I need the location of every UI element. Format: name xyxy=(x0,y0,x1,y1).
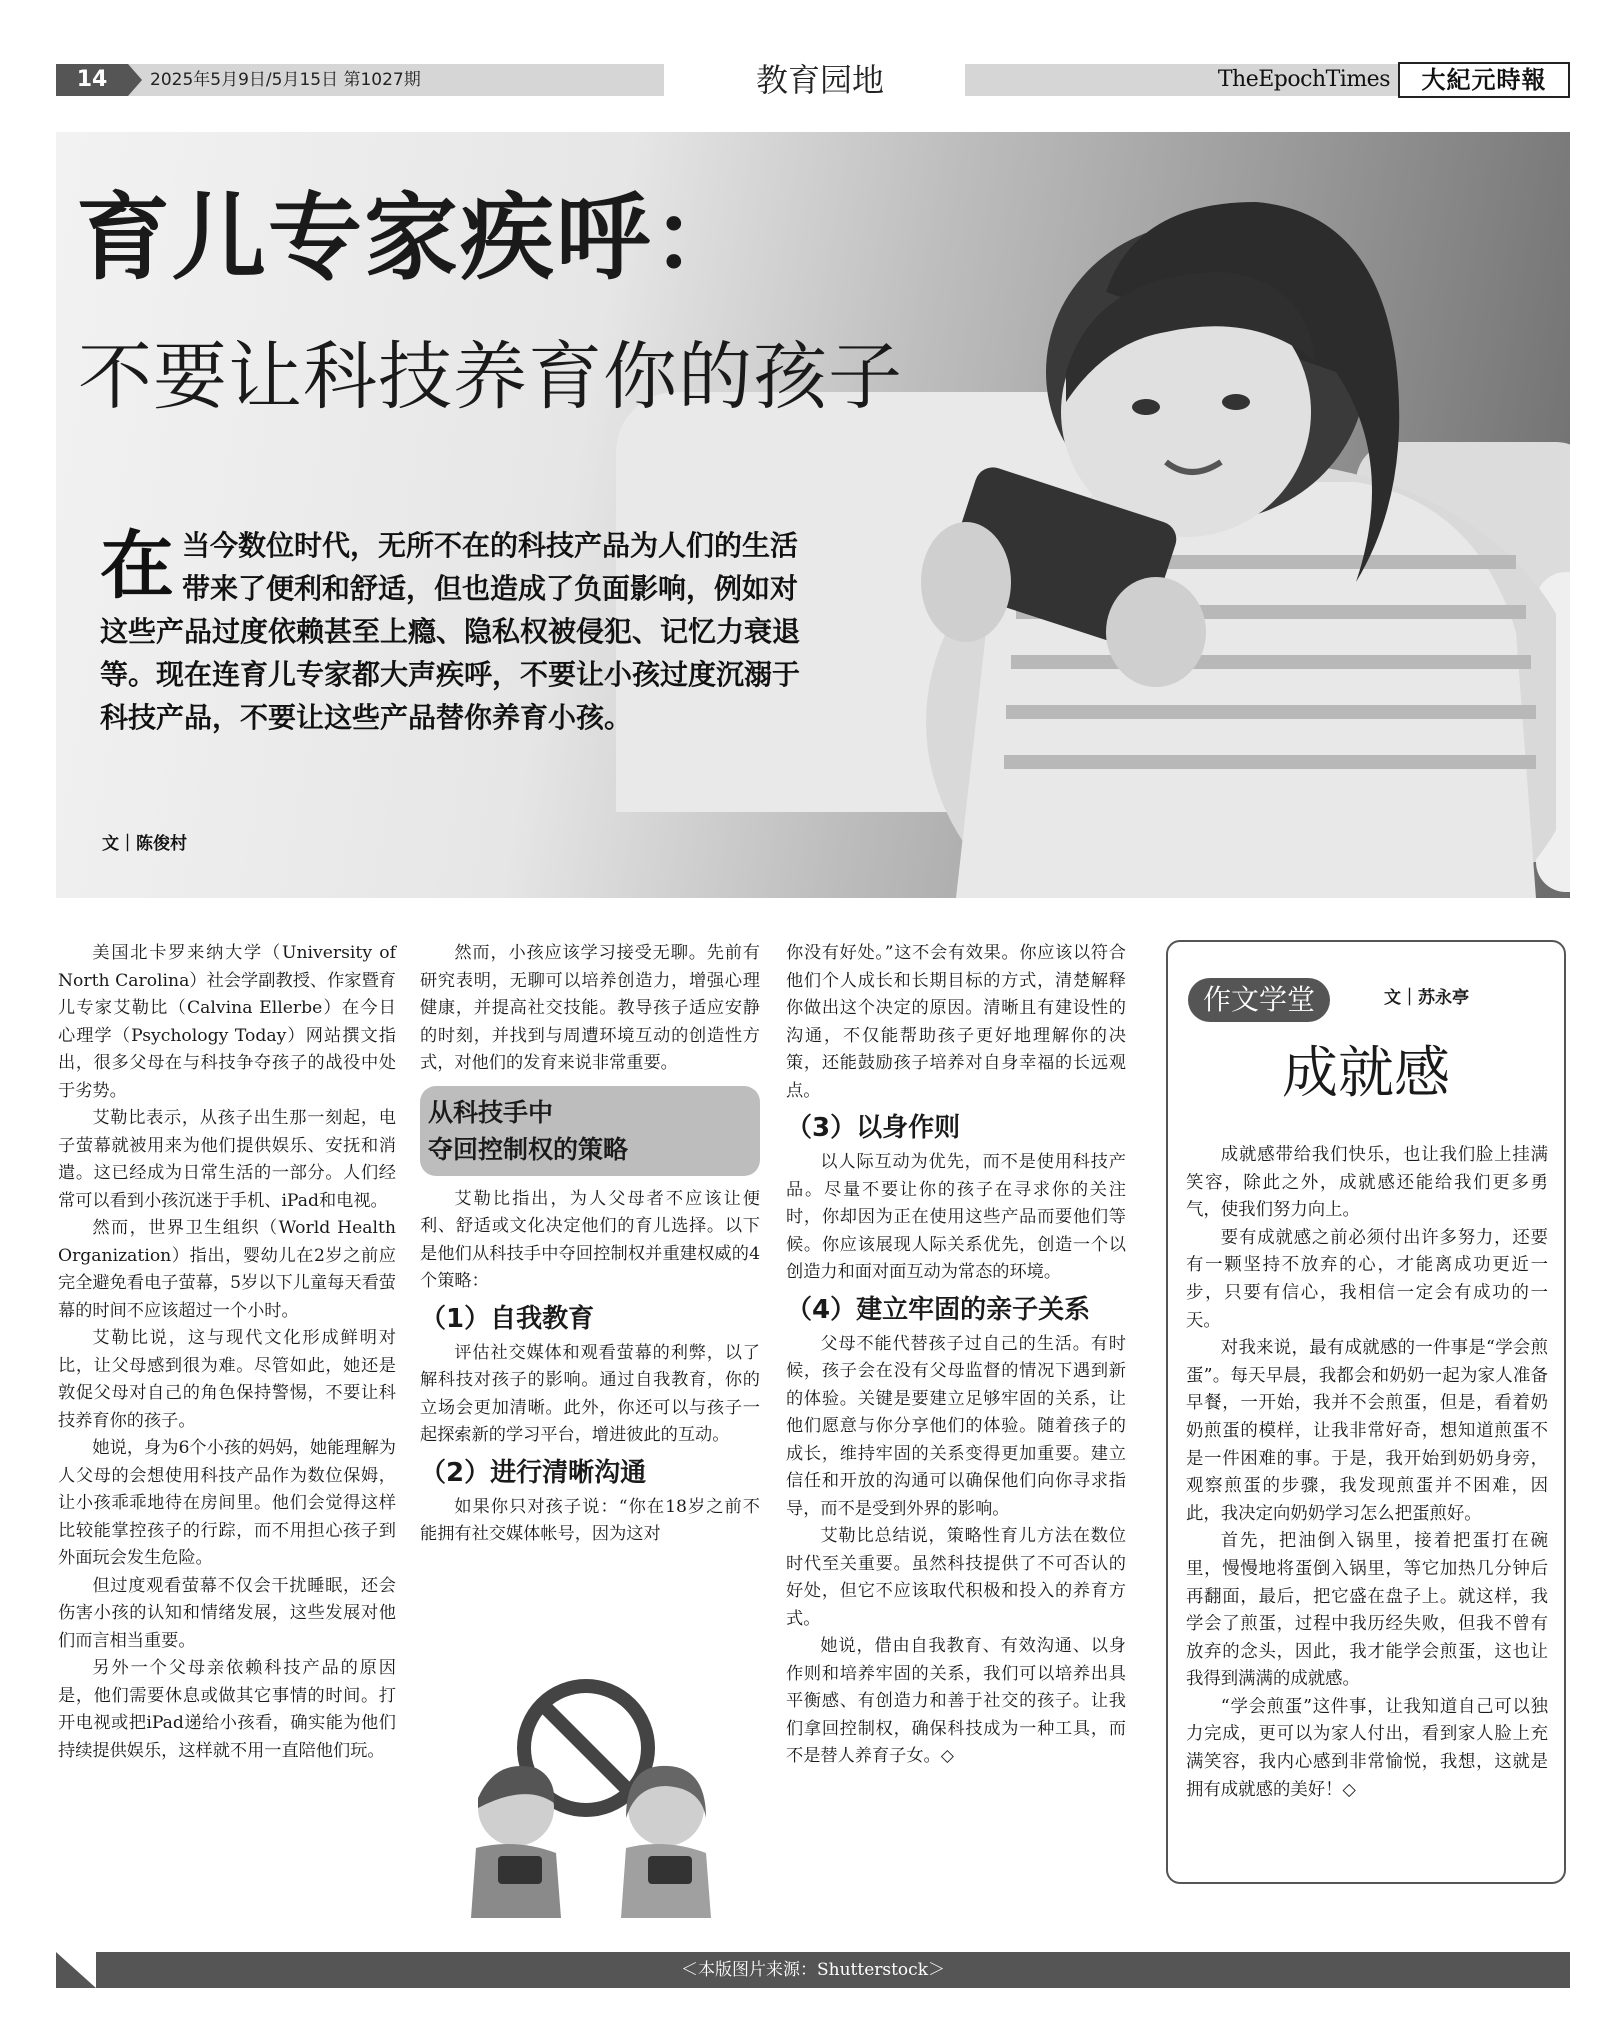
paragraph: 艾勒比总结说，策略性育儿方法在数位时代至关重要。虽然科技提供了不可否认的好处，但它不应该取代积极和投入的养育方式。 xyxy=(786,1526,1126,1629)
strategy-heading-box xyxy=(420,1086,760,1176)
issue-date: 2025年5月9日/5月15日 第1027期 xyxy=(150,70,421,90)
article-column-3 xyxy=(786,940,1126,1771)
byline: 文｜陈俊村 xyxy=(102,834,187,854)
article-column-1 xyxy=(58,940,396,1765)
paragraph: “学会煎蛋”这件事，让我知道自己可以独力完成，更可以为家人付出，看到家人脸上充满笑容，我内心感到非常愉悦，我想，这就是拥有成就感的美好！◇ xyxy=(1186,1696,1548,1800)
paragraph: 艾勒比表示，从孩子出生那一刻起，电子萤幕就被用来为他们提供娱乐、安抚和消遣。这已经成为日常生活的一部分。人们经常可以看到小孩沉迷于手机、iPad和电视。 xyxy=(58,1108,396,1211)
sidebar-body xyxy=(1186,1142,1548,1804)
paragraph: 以人际互动为优先，而不是使用科技产品。尽量不要让你的孩子在寻求你的关注时，你却因为正在使用这些产品而要他们等候。你应该展现人际关系优先，创造一个以创造力和面对面互动为常态的环境。 xyxy=(786,1152,1126,1282)
drop-cap: 在 xyxy=(100,523,174,609)
paragraph: 艾勒比说，这与现代文化形成鲜明对比，让父母感到很为难。尽管如此，她还是敦促父母对自己的角色保持警惕，不要让科技养育你的孩子。 xyxy=(58,1328,396,1431)
paragraph: 她说，借由自我教育、有效沟通、以身作则和培养牢固的关系，我们可以培养出具平衡感、有创造力和善于社交的孩子。让我们拿回控制权，确保科技成为一种工具，而不是替人养育子女。◇ xyxy=(786,1636,1126,1766)
paragraph: 艾勒比指出，为人父母者不应该让便利、舒适或文化决定他们的育儿选择。以下是他们从科技手中夺回控制权并重建权威的4个策略： xyxy=(420,1188,760,1291)
paragraph: 另外一个父母亲依赖科技产品的原因是，他们需要休息或做其它事情的时间。打开电视或把iPad递给小孩看，确实能为他们持续提供娱乐，这样就不用一直陪他们玩。 xyxy=(58,1658,396,1761)
section-heading-4: （4）建立牢固的亲子关系 xyxy=(786,1294,1091,1325)
strategy-heading-line-2: 夺回控制权的策略 xyxy=(428,1134,629,1164)
section-heading-3: （3）以身作则 xyxy=(786,1113,961,1143)
sidebar-byline: 文｜苏永亭 xyxy=(1384,988,1469,1008)
sidebar-title: 成就感 xyxy=(1282,1041,1450,1106)
section-title: 教育园地 xyxy=(755,61,884,99)
paragraph: 如果你只对孩子说：“你在18岁之前不能拥有社交媒体帐号，因为这对 xyxy=(420,1496,760,1544)
strategy-heading-line-1: 从科技手中 xyxy=(428,1097,554,1127)
paragraph: 父母不能代替孩子过自己的生活。有时候，孩子会在没有父母监督的情况下遇到新的体验。关键是要建立足够牢固的关系，让他们愿意与你分享他们的体验。随着孩子的成长，维持牢固的关系变得更加重要。建立信任和开放的沟通可以确保他们向你寻求指导，而不是受到外界的影响。 xyxy=(786,1333,1126,1519)
paragraph: 评估社交媒体和观看萤幕的利弊，以了解科技对孩子的影响。通过自我教育，你的立场会更加清晰。此外，你还可以与孩子一起探索新的学习平台，增进彼此的互动。 xyxy=(420,1342,760,1445)
paragraph: 要有成就感之前必须付出许多努力，还要有一颗坚持不放弃的心，才能离成功更近一步，只要有信心，我相信一定会有成功的一天。 xyxy=(1186,1227,1548,1331)
paragraph: 她说，身为6个小孩的妈妈，她能理解为人父母的会想使用科技产品作为数位保姆，让小孩乖乖地待在房间里。他们会觉得这样比较能掌控孩子的行踪，而不用担心孩子到外面玩会发生危险。 xyxy=(58,1438,396,1568)
article-column-2 xyxy=(420,940,760,1549)
paragraph: 但过度观看萤幕不仅会干扰睡眠，还会伤害小孩的认知和情绪发展，这些发展对他们而言相当重要。 xyxy=(58,1575,396,1651)
paragraph: 然而，世界卫生组织（World Health Organization）指出，婴幼儿在2岁之前应完全避免看电子萤幕，5岁以下儿童每天看萤幕的时间不应该超过一个小时。 xyxy=(58,1218,396,1321)
child-with-phone-photo xyxy=(836,162,1556,898)
paragraph: 美国北卡罗来纳大学（University of North Carolina）社会学副教授、作家暨育儿专家艾勒比（Calvina Ellerbe）在今日心理学（Psychology Today）网站撰文指出，很多父母在与科技争夺孩子的战役中处于劣势。 xyxy=(58,943,396,1101)
section-heading-1: （1）自我教育 xyxy=(420,1303,595,1334)
newspaper-logo: 大紀元時報 xyxy=(1398,62,1570,98)
headline: 育儿专家疾呼： xyxy=(76,184,749,293)
column-tag: 作文学堂 xyxy=(1188,978,1330,1022)
epoch-times-wordmark: TheEpochTimes xyxy=(1217,67,1390,92)
subheadline: 不要让科技养育你的孩子 xyxy=(78,334,903,420)
page-number: 14 xyxy=(56,64,128,96)
paragraph: 然而，小孩应该学习接受无聊。先前有研究表明，无聊可以培养创造力，增强心理健康，并提高社交技能。教导孩子适应安静的时刻，并找到与周遭环境互动的创造性方式，对他们的发育来说非常重要。 xyxy=(420,943,760,1073)
paragraph: 成就感带给我们快乐，也让我们脸上挂满笑容，除此之外，成就感还能给我们更多勇气，使我们努力向上。 xyxy=(1186,1145,1548,1221)
lead-text: 当今数位时代，无所不在的科技产品为人们的生活带来了便利和舒适，但也造成了负面影响，例如对这些产品过度依赖甚至上瘾、隐私权被侵犯、记忆力衰退等。现在连育儿专家都大声疾呼，不要让小孩过度沉溺于科技产品，不要让这些产品替你养育小孩。 xyxy=(100,529,801,734)
section-heading-2: （2）进行清晰沟通 xyxy=(420,1457,647,1488)
paragraph: 首先，把油倒入锅里，接着把蛋打在碗里，慢慢地将蛋倒入锅里，等它加热几分钟后再翻面，最后，把它盛在盘子上。就这样，我学会了煎蛋，过程中我历经失败，但我不曾有放弃的念头，因此，我才能学会煎蛋，这也让我得到满满的成就感。 xyxy=(1186,1531,1548,1690)
paragraph: 你没有好处。”这不会有效果。你应该以符合他们个人成长和长期目标的方式，清楚解释你做出这个决定的原因。清晰且有建设性的沟通，不仅能帮助孩子更好地理解你的决策，还能鼓励孩子培养对自身幸福的长远观点。 xyxy=(786,943,1126,1101)
lead-paragraph xyxy=(100,524,820,739)
image-credit: ＜本版图片来源：Shutterstock＞ xyxy=(680,1960,945,1980)
hero-banner xyxy=(56,132,1570,898)
no-screen-kids-illustration xyxy=(436,1668,752,1928)
paragraph: 对我来说，最有成就感的一件事是“学会煎蛋”。每天早晨，我都会和奶奶一起为家人准备早餐，一开始，我并不会煎蛋，但是，看着奶奶煎蛋的模样，让我非常好奇，想知道煎蛋不是一件困难的事。于是，我开始到奶奶身旁，观察煎蛋的步骤，我发现煎蛋并不困难，因此，我决定向奶奶学习怎么把蛋煎好。 xyxy=(1186,1338,1548,1524)
